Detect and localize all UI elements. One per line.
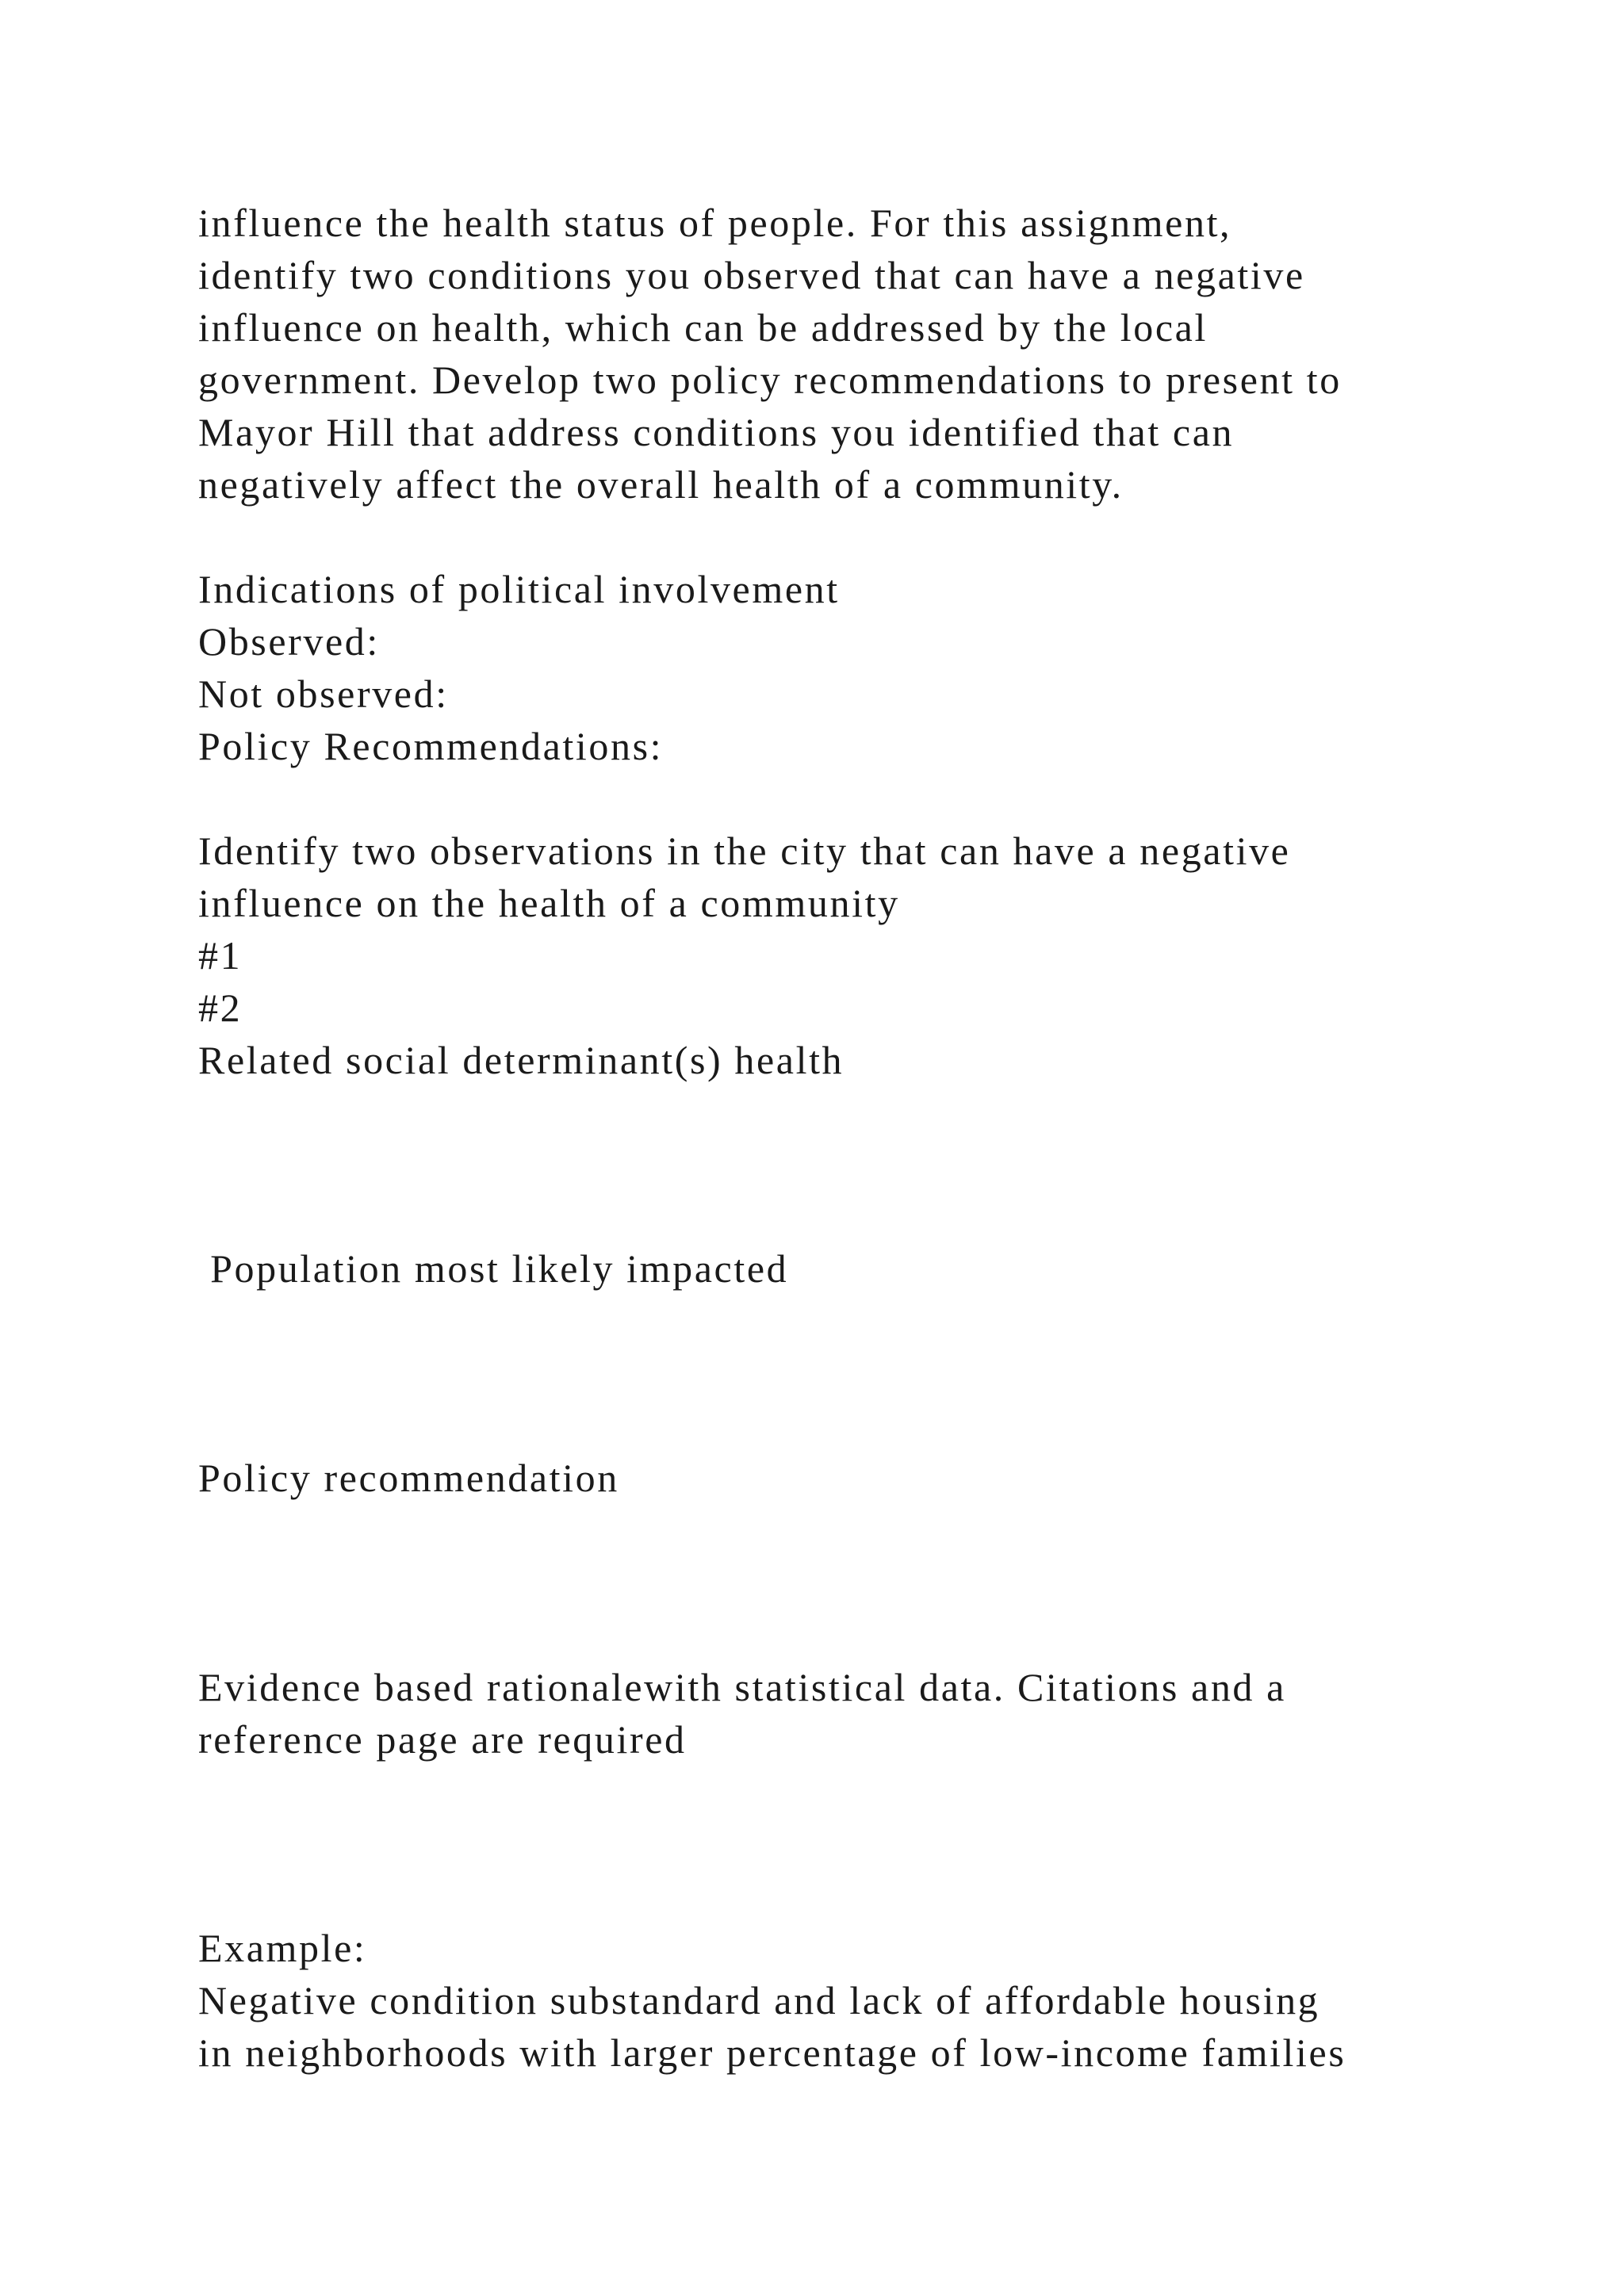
- intro-line-5: Mayor Hill that address conditions you identified that can: [198, 410, 1235, 454]
- example-label: Example:: [198, 1926, 367, 1970]
- intro-line-3: influence on health, which can be addressed by the local: [198, 305, 1208, 350]
- item-number-2: #2: [198, 985, 243, 1030]
- item-number-1: #1: [198, 933, 243, 978]
- evidence-line-2: reference page are required: [198, 1717, 687, 1762]
- intro-line-2: identify two conditions you observed that can have a negative: [198, 253, 1305, 297]
- policy-recommendation-label: Policy recommendation: [198, 1456, 619, 1500]
- population-impacted-label: Population most likely impacted: [198, 1246, 789, 1291]
- not-observed-label: Not observed:: [198, 672, 449, 716]
- political-involvement-heading: Indications of political involvement: [198, 567, 840, 611]
- intro-line-6: negatively affect the overall health of a community.: [198, 462, 1124, 507]
- evidence-line-1: Evidence based rationalewith statistical data. Citations and a: [198, 1665, 1286, 1709]
- observed-label: Observed:: [198, 619, 380, 664]
- intro-line-1: influence the health status of people. For this assignment,: [198, 201, 1232, 245]
- example-line-1: Negative condition substandard and lack of affordable housing: [198, 1978, 1320, 2022]
- intro-line-4: government. Develop two policy recommendations to present to: [198, 358, 1342, 402]
- social-determinant-label: Related social determinant(s) health: [198, 1038, 845, 1082]
- observations-line-1: Identify two observations in the city that can have a negative: [198, 828, 1291, 873]
- example-line-2: in neighborhoods with larger percentage of low-income families: [198, 2030, 1346, 2075]
- observations-line-2: influence on the health of a community: [198, 881, 900, 925]
- policy-recommendations-label: Policy Recommendations:: [198, 724, 664, 768]
